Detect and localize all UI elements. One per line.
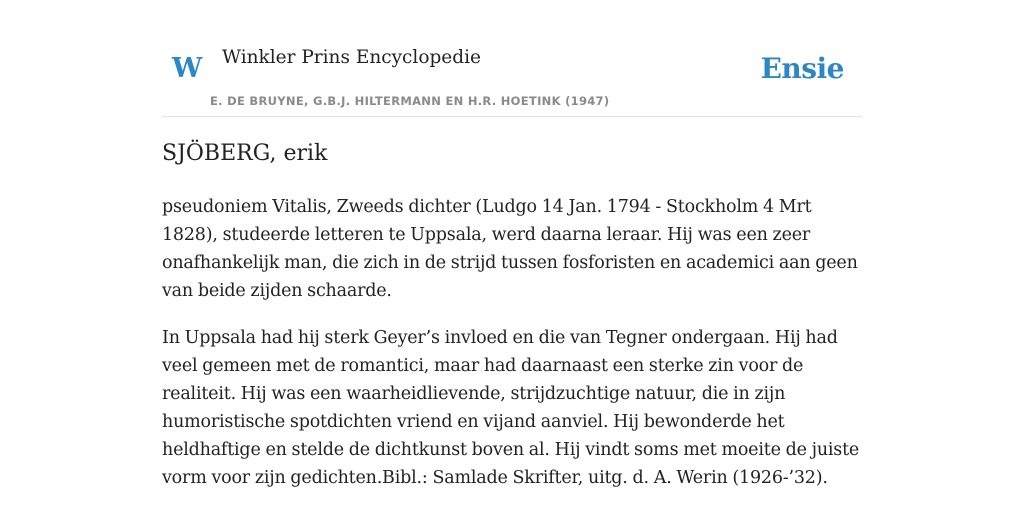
site-header bbox=[162, 0, 862, 117]
article-paragraph-1: pseudoniem Vitalis, Zweeds dichter (Ludgo 14 Jan. 1794 - Stockholm 4 Mrt 1828), studeerde letteren te Uppsala, werd daarna leraar. Hij was een zeer onafhankelijk man, die zich in de strijd tussen fosforisten en academici aan geen van beide zijden schaarde. bbox=[162, 197, 858, 301]
article-headword: SJÖBERG, erik bbox=[162, 141, 328, 166]
article-paragraph-2: In Uppsala had hij sterk Geyer’s invloed en die van Tegner ondergaan. Hij had veel gemeen met de romantici, maar had daarnaast een sterke zin voor de realiteit. Hij was een waarheidlievende, strijdzuchtige natuur, die in zijn humoristische spotdichten vriend en vijand aanviel. Hij bewonderde het heldhaftige en stelde de dichtkunst boven al. Hij vindt soms met moeite de juiste vorm voor zijn gedichten.Bibl.: Samlade Skrifter, uitg. d. A. Werin (1926-’32). bbox=[162, 328, 860, 488]
winkler-prins-logo[interactable]: W bbox=[172, 53, 203, 84]
article bbox=[162, 138, 862, 492]
ensie-logo-link[interactable]: Ensie bbox=[760, 52, 844, 85]
encyclopedia-authors: E. DE BRUYNE, G.B.J. HILTERMANN EN H.R. HOETINK (1947) bbox=[210, 94, 610, 108]
encyclopedia-title-link[interactable]: Winkler Prins Encyclopedie bbox=[222, 47, 481, 68]
